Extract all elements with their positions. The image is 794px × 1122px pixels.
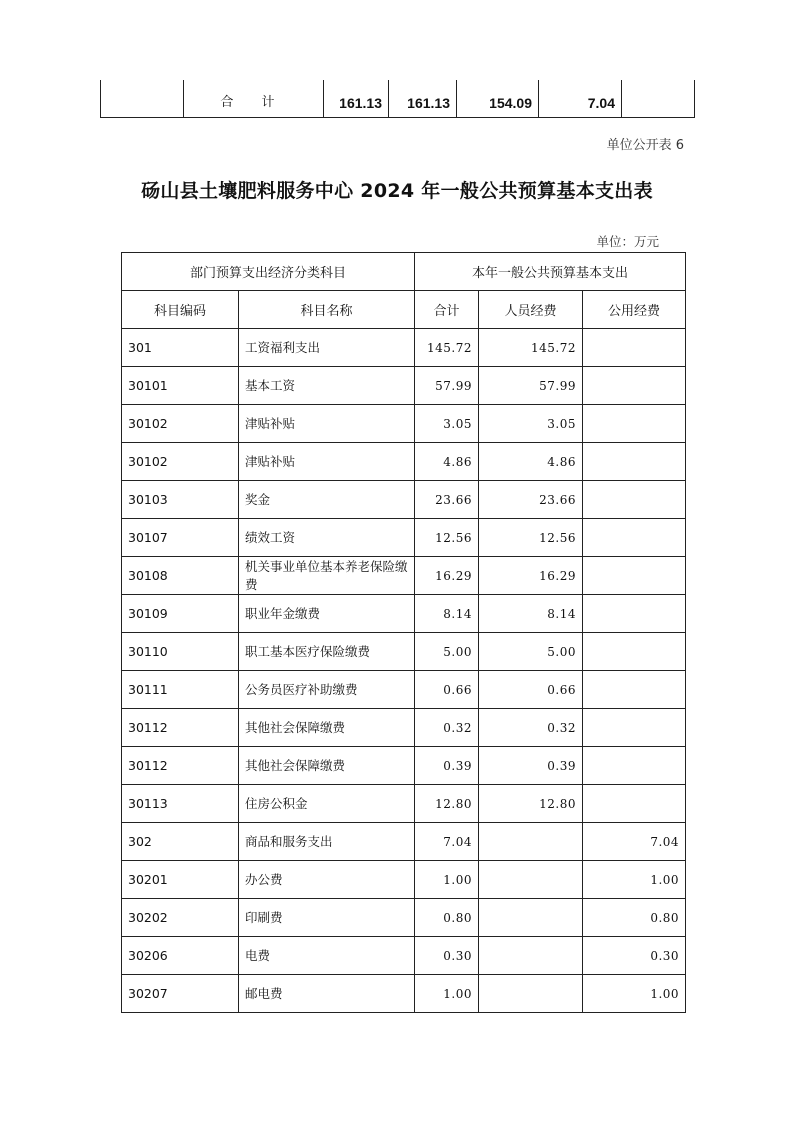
row-name-cell: 机关事业单位基本养老保险缴费 — [239, 557, 415, 595]
row-name-cell: 绩效工资 — [239, 519, 415, 557]
row-code-cell: 30112 — [122, 747, 239, 785]
row-personnel-cell — [479, 937, 583, 975]
row-total-cell: 3.05 — [415, 405, 479, 443]
row-personnel-cell: 12.80 — [479, 785, 583, 823]
total-row-value: 154.09 — [457, 80, 539, 117]
group-header-economic-classification: 部门预算支出经济分类科目 — [122, 253, 415, 291]
total-row-value: 161.13 — [389, 80, 457, 117]
column-header-name: 科目名称 — [239, 291, 415, 329]
row-total-cell: 0.39 — [415, 747, 479, 785]
table-row — [122, 367, 686, 405]
row-public-cell — [583, 709, 686, 747]
row-code-cell: 30109 — [122, 595, 239, 633]
row-code-cell: 30103 — [122, 481, 239, 519]
row-total-cell: 1.00 — [415, 861, 479, 899]
row-total-cell: 1.00 — [415, 975, 479, 1013]
row-public-cell — [583, 519, 686, 557]
table-row — [122, 519, 686, 557]
row-name-cell: 基本工资 — [239, 367, 415, 405]
row-public-cell — [583, 481, 686, 519]
row-total-cell: 12.80 — [415, 785, 479, 823]
row-total-cell: 5.00 — [415, 633, 479, 671]
row-personnel-cell — [479, 899, 583, 937]
row-name-cell: 工资福利支出 — [239, 329, 415, 367]
row-total-cell: 7.04 — [415, 823, 479, 861]
row-code-cell: 30206 — [122, 937, 239, 975]
column-header-total: 合计 — [415, 291, 479, 329]
row-public-cell — [583, 595, 686, 633]
row-code-cell: 30112 — [122, 709, 239, 747]
row-public-cell — [583, 405, 686, 443]
column-header-public: 公用经费 — [583, 291, 686, 329]
row-personnel-cell: 145.72 — [479, 329, 583, 367]
row-personnel-cell: 0.66 — [479, 671, 583, 709]
previous-table-total-row — [100, 80, 695, 118]
row-name-cell: 津贴补贴 — [239, 443, 415, 481]
table-row — [122, 975, 686, 1013]
unit-label: 单位：万元 — [596, 234, 659, 249]
row-code-cell: 30102 — [122, 443, 239, 481]
table-row — [122, 633, 686, 671]
table-row — [122, 557, 686, 595]
row-name-cell: 办公费 — [239, 861, 415, 899]
table-row — [122, 861, 686, 899]
table-row — [122, 823, 686, 861]
row-personnel-cell — [479, 975, 583, 1013]
row-personnel-cell: 23.66 — [479, 481, 583, 519]
row-public-cell — [583, 443, 686, 481]
row-total-cell: 57.99 — [415, 367, 479, 405]
row-public-cell — [583, 557, 686, 595]
row-name-cell: 其他社会保障缴费 — [239, 747, 415, 785]
row-code-cell: 30202 — [122, 899, 239, 937]
table-row — [122, 595, 686, 633]
row-public-cell: 0.30 — [583, 937, 686, 975]
row-personnel-cell — [479, 861, 583, 899]
total-row-blank-cell — [101, 80, 184, 117]
row-name-cell: 公务员医疗补助缴费 — [239, 671, 415, 709]
row-code-cell: 30102 — [122, 405, 239, 443]
row-name-cell: 职业年金缴费 — [239, 595, 415, 633]
budget-expenditure-table — [121, 252, 686, 1013]
total-row-value: 161.13 — [324, 80, 389, 117]
table-row — [122, 937, 686, 975]
row-code-cell: 30111 — [122, 671, 239, 709]
form-number: 单位公开表 6 — [606, 138, 684, 153]
row-personnel-cell: 8.14 — [479, 595, 583, 633]
row-public-cell — [583, 367, 686, 405]
row-code-cell: 30207 — [122, 975, 239, 1013]
table-row — [122, 443, 686, 481]
column-header-personnel: 人员经费 — [479, 291, 583, 329]
row-total-cell: 8.14 — [415, 595, 479, 633]
row-personnel-cell: 5.00 — [479, 633, 583, 671]
table-group-header-row — [122, 253, 686, 291]
row-name-cell: 职工基本医疗保险缴费 — [239, 633, 415, 671]
row-name-cell: 印刷费 — [239, 899, 415, 937]
total-row-value — [622, 80, 696, 117]
column-header-code: 科目编码 — [122, 291, 239, 329]
row-code-cell: 30108 — [122, 557, 239, 595]
row-code-cell: 30113 — [122, 785, 239, 823]
table-row — [122, 899, 686, 937]
row-name-cell: 邮电费 — [239, 975, 415, 1013]
row-code-cell: 302 — [122, 823, 239, 861]
row-code-cell: 30101 — [122, 367, 239, 405]
row-public-cell — [583, 747, 686, 785]
row-personnel-cell: 12.56 — [479, 519, 583, 557]
row-name-cell: 奖金 — [239, 481, 415, 519]
table-row — [122, 709, 686, 747]
row-total-cell: 23.66 — [415, 481, 479, 519]
row-public-cell — [583, 633, 686, 671]
row-total-cell: 0.30 — [415, 937, 479, 975]
row-name-cell: 其他社会保障缴费 — [239, 709, 415, 747]
row-public-cell — [583, 671, 686, 709]
table-row — [122, 405, 686, 443]
row-total-cell: 0.32 — [415, 709, 479, 747]
row-code-cell: 30110 — [122, 633, 239, 671]
row-total-cell: 4.86 — [415, 443, 479, 481]
row-code-cell: 30107 — [122, 519, 239, 557]
row-personnel-cell: 16.29 — [479, 557, 583, 595]
row-total-cell: 145.72 — [415, 329, 479, 367]
table-row — [122, 329, 686, 367]
row-total-cell: 12.56 — [415, 519, 479, 557]
total-row-label: 合 计 — [184, 80, 324, 117]
table-row — [122, 481, 686, 519]
row-personnel-cell: 0.32 — [479, 709, 583, 747]
row-total-cell: 16.29 — [415, 557, 479, 595]
row-name-cell: 商品和服务支出 — [239, 823, 415, 861]
table-row — [122, 747, 686, 785]
row-personnel-cell: 3.05 — [479, 405, 583, 443]
row-code-cell: 30201 — [122, 861, 239, 899]
row-total-cell: 0.80 — [415, 899, 479, 937]
row-name-cell: 电费 — [239, 937, 415, 975]
row-personnel-cell: 4.86 — [479, 443, 583, 481]
table-row — [122, 785, 686, 823]
row-public-cell: 7.04 — [583, 823, 686, 861]
row-code-cell: 301 — [122, 329, 239, 367]
row-public-cell — [583, 785, 686, 823]
row-personnel-cell — [479, 823, 583, 861]
table-row — [122, 671, 686, 709]
total-row-value: 7.04 — [539, 80, 622, 117]
group-header-basic-expenditure: 本年一般公共预算基本支出 — [415, 253, 686, 291]
page-title: 砀山县土壤肥料服务中心 2024 年一般公共预算基本支出表 — [141, 180, 653, 202]
row-public-cell — [583, 329, 686, 367]
row-public-cell: 0.80 — [583, 899, 686, 937]
row-personnel-cell: 57.99 — [479, 367, 583, 405]
row-public-cell: 1.00 — [583, 861, 686, 899]
row-personnel-cell: 0.39 — [479, 747, 583, 785]
row-name-cell: 津贴补贴 — [239, 405, 415, 443]
row-total-cell: 0.66 — [415, 671, 479, 709]
row-name-cell: 住房公积金 — [239, 785, 415, 823]
table-column-header-row — [122, 291, 686, 329]
row-public-cell: 1.00 — [583, 975, 686, 1013]
